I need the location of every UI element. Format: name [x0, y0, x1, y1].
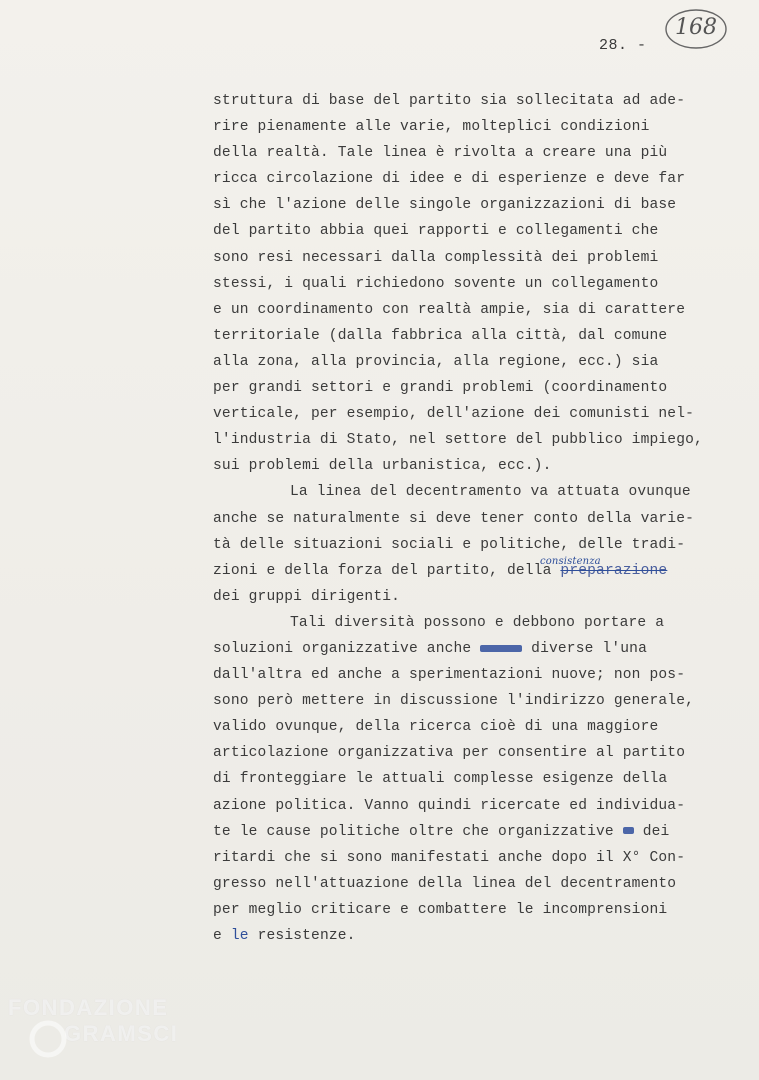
text-line: della realtà. Tale linea è rivolta a creare una più	[213, 145, 668, 162]
text-line: territoriale (dalla fabbrica alla città, dal comune	[213, 327, 668, 344]
text-line: rire pienamente alle varie, molteplici condizioni	[213, 119, 650, 136]
text-fragment: resistenze.	[257, 928, 356, 944]
paragraph-3	[213, 610, 713, 949]
text-line: struttura di base del partito sia sollecitata ad ade-	[213, 93, 686, 109]
text-fragment: zioni e della forza del partito, della	[213, 562, 552, 579]
text-line-with-deletion	[213, 819, 713, 845]
text-line: sono resi necessari dalla complessità dei problemi	[213, 249, 659, 266]
text-line: e un coordinamento con realtà ampie, sia di carattere	[213, 301, 686, 318]
text-line: azione politica. Vanno quindi ricercate ed individua-	[213, 797, 686, 814]
text-line: anche se naturalmente si deve tener conto della varie-	[213, 510, 695, 527]
text-line: per meglio criticare e combattere le incomprensioni	[213, 901, 668, 918]
text-line: stessi, i quali richiedono sovente un collegamento	[213, 275, 659, 292]
deletion-mark	[623, 827, 634, 834]
text-line: di fronteggiare le attuali complesse esigenze della	[213, 771, 668, 788]
corrected-word: le	[230, 928, 249, 944]
text-line: articolazione organizzativa per consentire al partito	[213, 745, 686, 762]
text-line: gresso nell'attuazione della linea del decentramento	[213, 875, 677, 892]
text-line: ritardi che si sono manifestati anche dopo il X° Con-	[213, 849, 686, 866]
text-line: sì che l'azione delle singole organizzazioni di base	[213, 197, 677, 214]
text-line-with-correction	[213, 555, 713, 584]
archive-watermark	[8, 995, 198, 1047]
text-line: ricca circolazione di idee e di esperienze e deve far	[213, 171, 686, 188]
text-fragment: dei	[642, 823, 670, 840]
handwritten-annotation: consistenza	[540, 555, 601, 567]
text-line: tà delle situazioni sociali e politiche, delle tradi-	[213, 536, 686, 553]
text-line: alla zona, alla provincia, alla regione, ecc.) sia	[213, 353, 659, 370]
text-line-with-correction	[213, 923, 713, 949]
struck-word: preparazione	[560, 562, 668, 579]
watermark-logo-icon	[28, 1019, 68, 1059]
document-body	[213, 88, 713, 949]
text-line: per grandi settori e grandi problemi (coordinamento	[213, 380, 668, 397]
text-fragment: e	[213, 928, 222, 944]
page-number: 28. -	[599, 37, 647, 54]
text-line: verticale, per esempio, dell'azione dei comunisti nel-	[213, 406, 695, 423]
paragraph-2	[213, 479, 713, 609]
deletion-mark	[480, 645, 522, 652]
text-line: sono però mettere in discussione l'indirizzo generale,	[213, 693, 695, 710]
watermark-line-1: FONDAZIONE	[8, 995, 169, 1020]
text-line: sui problemi della urbanistica, ecc.).	[213, 458, 552, 475]
text-line: del partito abbia quei rapporti e collegamenti che	[213, 223, 659, 240]
text-line-with-deletion	[213, 636, 713, 662]
text-line: dei gruppi dirigenti.	[213, 588, 401, 605]
archive-stamp	[664, 6, 728, 52]
text-fragment: soluzioni organizzative anche	[213, 640, 472, 657]
text-line: La linea del decentramento va attuata ovunque	[290, 484, 691, 501]
text-fragment: te le cause politiche oltre che organizzative	[213, 823, 614, 840]
text-line: Tali diversità possono e debbono portare a	[290, 614, 665, 631]
stamp-number: 168	[675, 15, 717, 40]
text-line: l'industria di Stato, nel settore del pubblico impiego,	[213, 432, 703, 449]
paragraph-1	[213, 88, 713, 479]
watermark-line-2: GRAMSCI	[64, 1021, 179, 1046]
text-line: dall'altra ed anche a sperimentazioni nuove; non pos-	[213, 667, 686, 684]
text-fragment: diverse l'una	[531, 640, 647, 657]
text-line: valido ovunque, della ricerca cioè di una maggiore	[213, 719, 659, 736]
